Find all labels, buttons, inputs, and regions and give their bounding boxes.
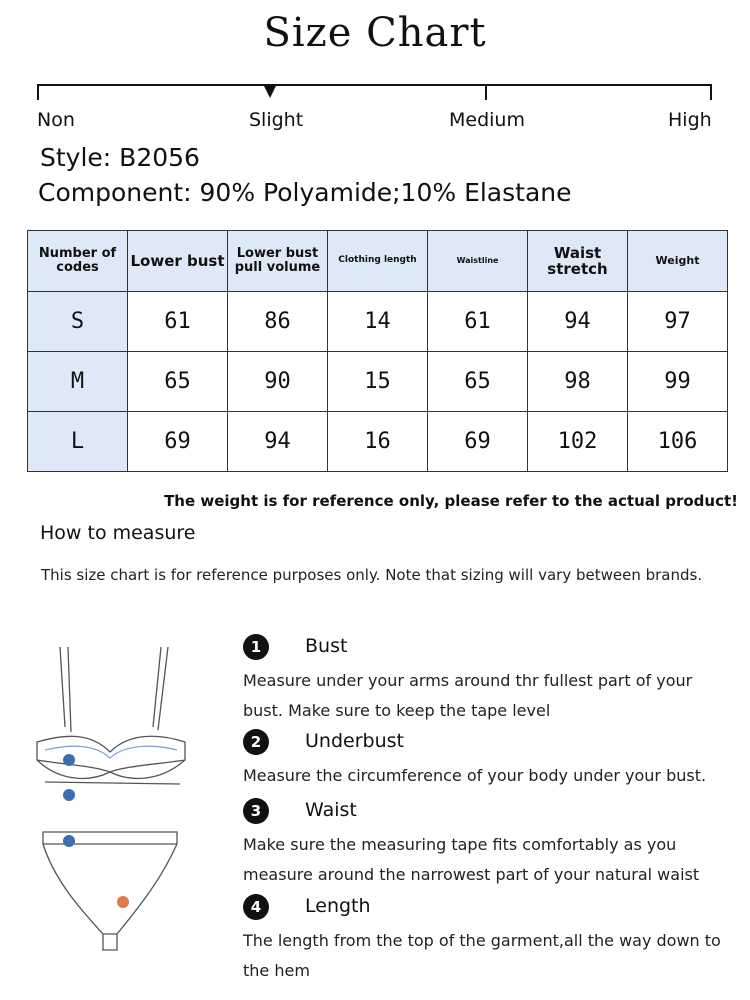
size-cell: M — [28, 352, 128, 412]
header-lower-bust-pull-volume: Lower bust pull volume — [228, 231, 328, 292]
table-cell: 94 — [228, 412, 328, 472]
table-cell: 99 — [628, 352, 728, 412]
table-header-row — [28, 231, 728, 292]
table-row — [28, 352, 728, 412]
header-number-of-codes: Number of codes — [28, 231, 128, 292]
step-name: Length — [305, 895, 371, 917]
weight-note: The weight is for reference only, please refer to the actual product! — [164, 492, 738, 510]
table-cell: 98 — [528, 352, 628, 412]
table-cell: 15 — [328, 352, 428, 412]
step-description: Make sure the measuring tape fits comfortably as you measure around the narrowest part of your natural waist — [243, 835, 700, 884]
step-number-badge: 3 — [243, 798, 269, 824]
scale-selected-marker-icon — [263, 84, 277, 98]
scale-tick — [37, 84, 39, 100]
component-value: 90% Polyamide;10% Elastane — [199, 178, 572, 207]
size-table — [27, 230, 728, 472]
table-cell: 14 — [328, 292, 428, 352]
size-cell: S — [28, 292, 128, 352]
size-disclaimer: This size chart is for reference purposes only. Note that sizing will vary between brands. — [41, 566, 703, 584]
how-to-measure-heading: How to measure — [40, 522, 196, 544]
step-number-badge: 2 — [243, 729, 269, 755]
header-clothing-length: Clothing length — [328, 231, 428, 292]
scale-tick — [710, 84, 712, 100]
scale-tick — [485, 84, 487, 100]
table-cell: 90 — [228, 352, 328, 412]
scale-label-non: Non — [37, 109, 75, 131]
step-description: Measure under your arms around thr fullest part of your bust. Make sure to keep the tape level — [243, 671, 693, 720]
garment-diagram-icon — [25, 632, 195, 982]
step-name: Waist — [305, 799, 357, 821]
scale-line — [37, 84, 712, 86]
size-cell: L — [28, 412, 128, 472]
step-number-badge: 1 — [243, 634, 269, 660]
step-description: The length from the top of the garment,all the way down to the hem — [243, 931, 721, 980]
table-cell: 106 — [628, 412, 728, 472]
step-number-badge: 4 — [243, 894, 269, 920]
table-row — [28, 412, 728, 472]
step-name: Bust — [305, 635, 348, 657]
table-cell: 86 — [228, 292, 328, 352]
table-cell: 102 — [528, 412, 628, 472]
table-cell: 97 — [628, 292, 728, 352]
table-cell: 69 — [428, 412, 528, 472]
scale-label-medium: Medium — [449, 109, 525, 131]
table-cell: 16 — [328, 412, 428, 472]
step-name: Underbust — [305, 730, 404, 752]
table-row — [28, 292, 728, 352]
header-lower-bust: Lower bust — [128, 231, 228, 292]
header-waist-stretch: Waist stretch — [528, 231, 628, 292]
table-cell: 94 — [528, 292, 628, 352]
scale-label-slight: Slight — [249, 109, 304, 131]
page-title: Size Chart — [263, 10, 487, 56]
component-label: Component: — [38, 178, 192, 207]
table-cell: 61 — [428, 292, 528, 352]
table-cell: 65 — [428, 352, 528, 412]
step-description: Measure the circumference of your body under your bust. — [243, 766, 707, 785]
style-label: Style: — [40, 143, 112, 172]
header-weight: Weight — [628, 231, 728, 292]
style-info — [40, 143, 200, 172]
style-value: B2056 — [119, 143, 200, 172]
table-cell: 61 — [128, 292, 228, 352]
table-cell: 65 — [128, 352, 228, 412]
header-waistline: Waistline — [428, 231, 528, 292]
component-info — [38, 178, 572, 207]
scale-label-high: High — [668, 109, 712, 131]
table-cell: 69 — [128, 412, 228, 472]
